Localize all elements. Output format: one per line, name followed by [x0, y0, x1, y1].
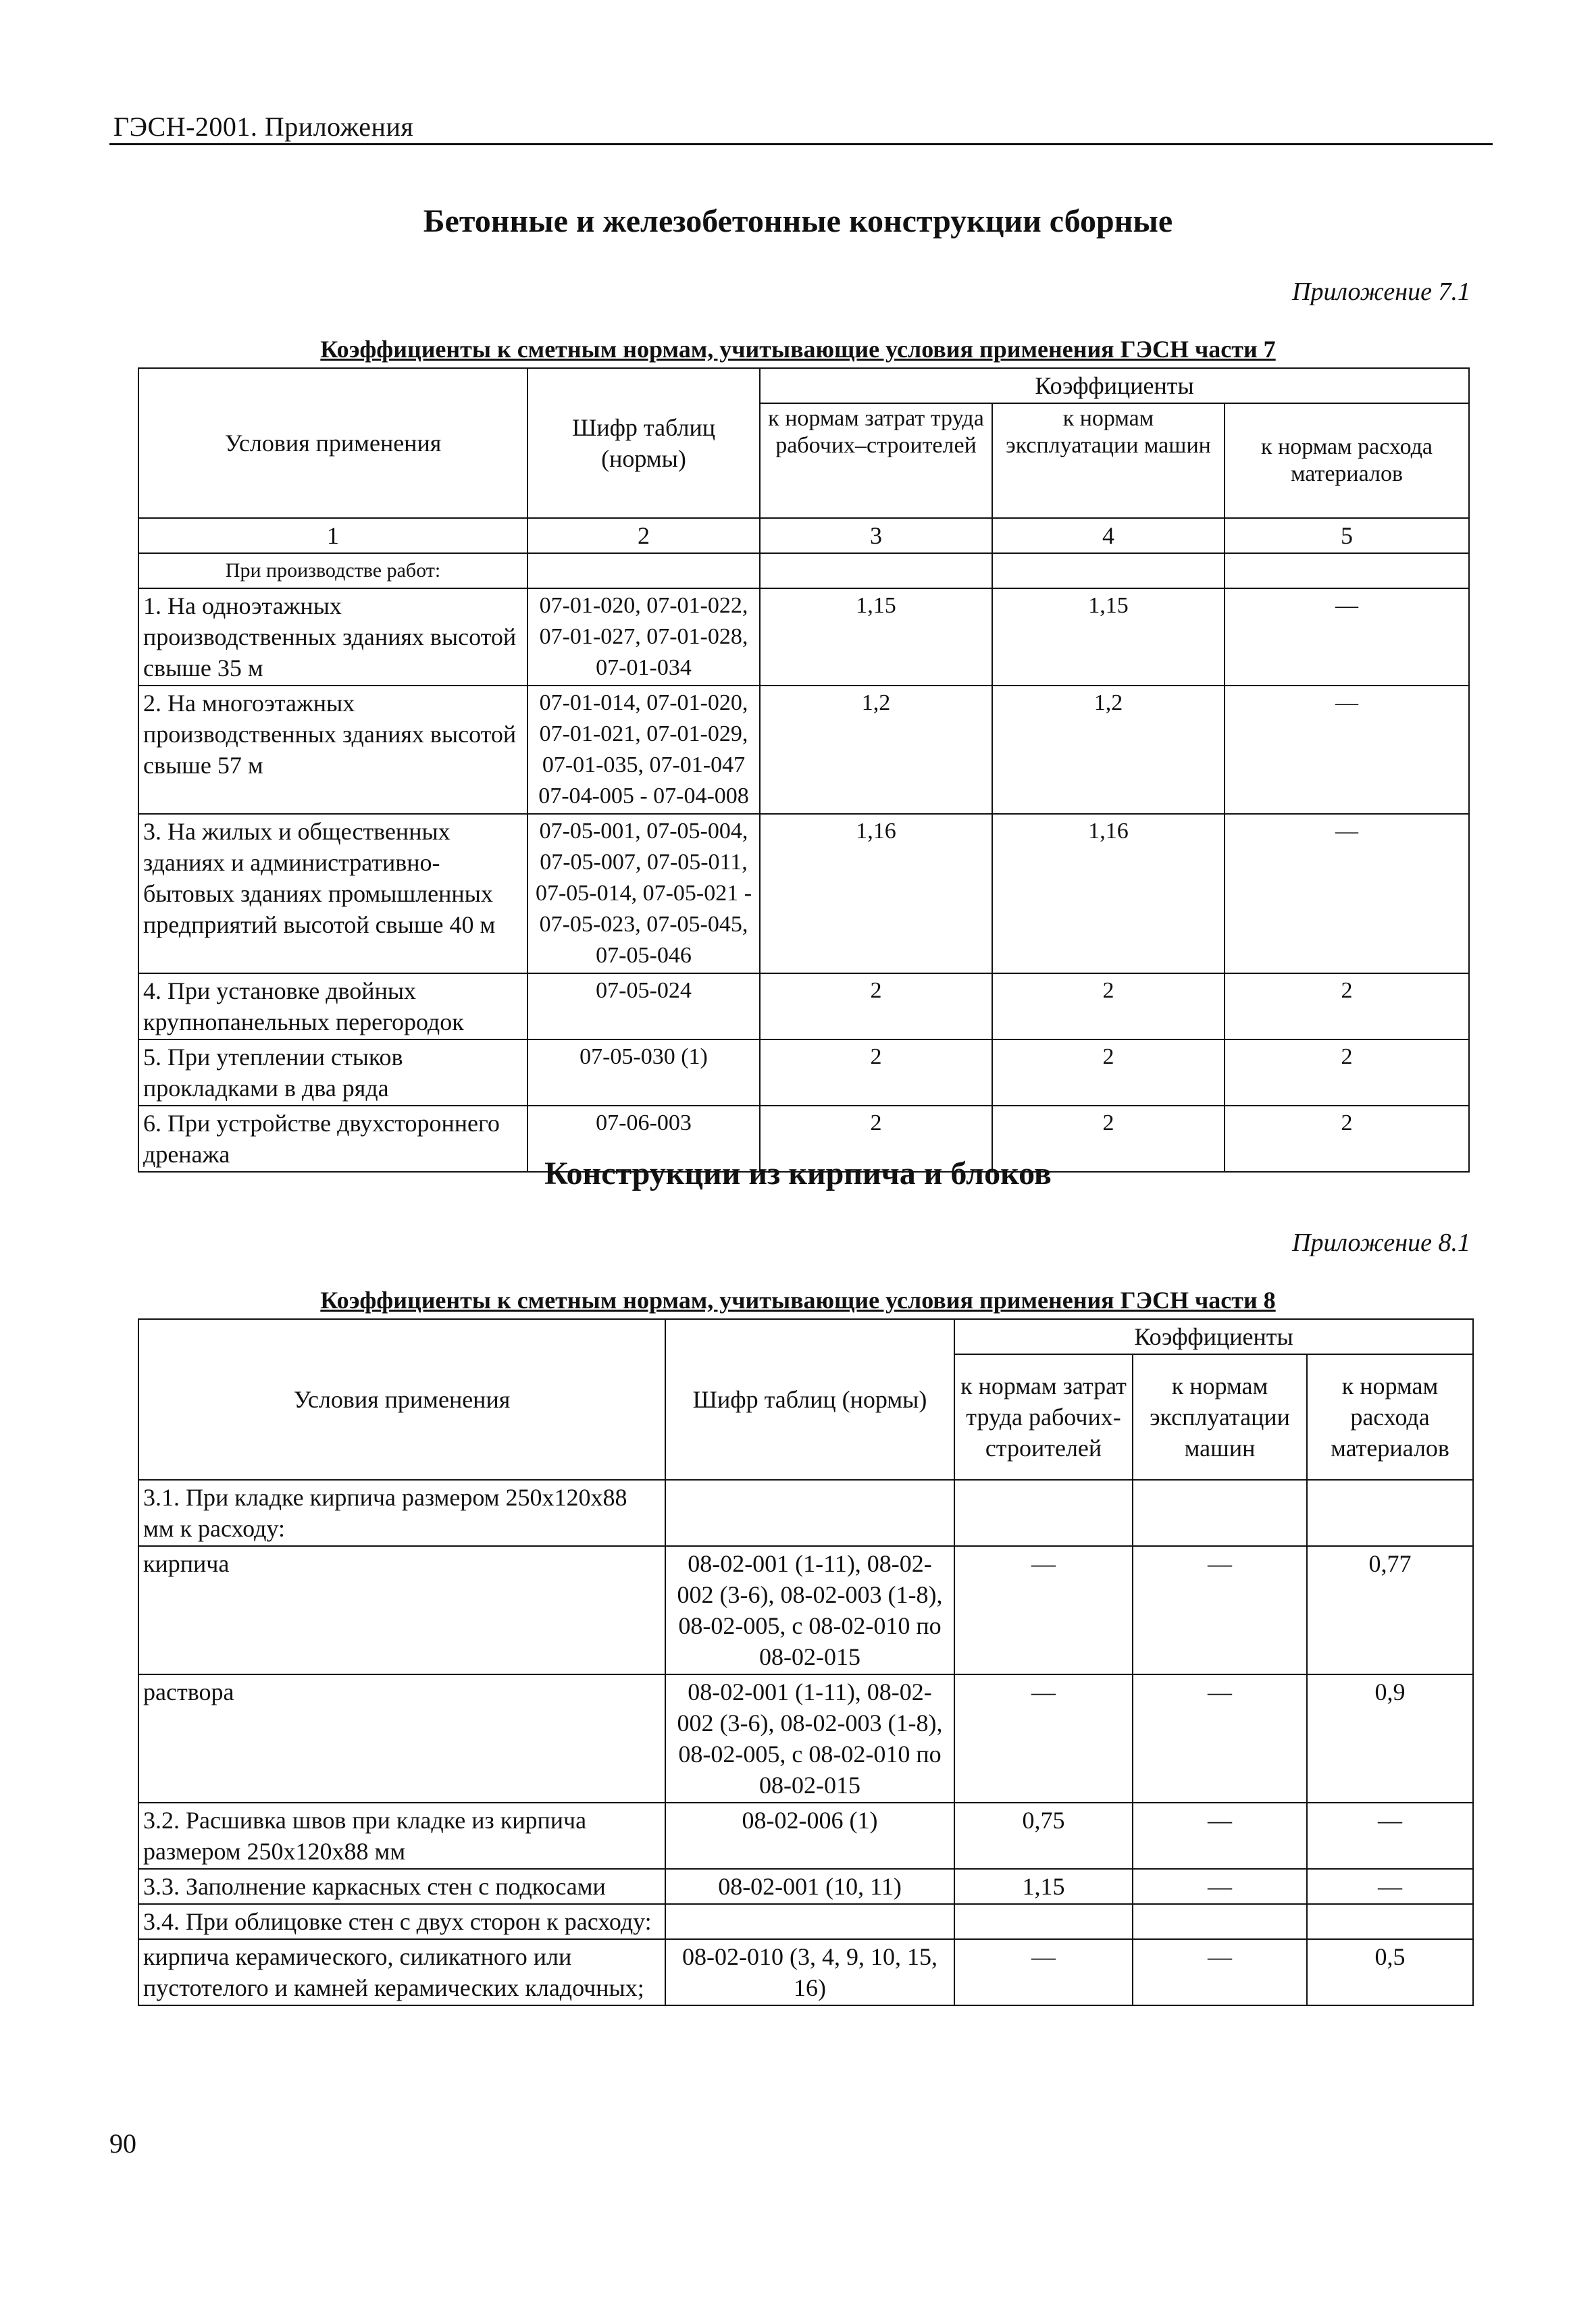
page-number: 90 — [109, 2128, 136, 2159]
code-cell: 07-01-020, 07-01-022, 07-01-027, 07-01-028, 07-01-034 — [527, 588, 760, 686]
table-row — [138, 1939, 1473, 2005]
materials-cell: 2 — [1225, 1039, 1469, 1106]
section-title-masonry: Конструкции из кирпича и блоков — [544, 1156, 1052, 1191]
code-cell: 07-05-024 — [527, 973, 760, 1039]
materials-cell: 0,5 — [1307, 1939, 1473, 2005]
machines-cell: 1,2 — [992, 686, 1225, 814]
labor-cell: 2 — [760, 973, 992, 1039]
header-coefficients: Коэффициенты — [760, 368, 1469, 403]
code-cell: 08-02-001 (1-11), 08-02-002 (3-6), 08-02-003 (1-8), 08-02-005, с 08-02-010 по 08-02-015 — [665, 1546, 954, 1674]
code-cell: 08-02-006 (1) — [665, 1803, 954, 1869]
table-row — [138, 686, 1469, 814]
empty-cell — [1225, 553, 1469, 588]
header-coefficients: Коэффициенты — [954, 1319, 1473, 1354]
column-number: 2 — [527, 518, 760, 553]
empty-cell — [760, 553, 992, 588]
machines-cell: — — [1133, 1546, 1307, 1674]
table-row — [138, 588, 1469, 686]
header-labor: к нормам затрат труда рабочих–строителей — [760, 403, 992, 518]
group-label-row — [138, 553, 1469, 588]
appendix-label-7-1: Приложение 7.1 — [1292, 278, 1470, 306]
code-cell — [665, 1480, 954, 1546]
header-conditions: Условия применения — [138, 1319, 665, 1480]
table-row — [138, 1674, 1473, 1803]
header-machines: к нормам эксплуатации машин — [992, 403, 1225, 518]
condition-cell: 3.2. Расшивка швов при кладке из кирпича размером 250x120x88 мм — [138, 1803, 665, 1869]
column-number: 3 — [760, 518, 992, 553]
code-cell: 07-05-030 (1) — [527, 1039, 760, 1106]
condition-cell: 3. На жилых и общественных зданиях и административно-бытовых зданиях промышленных предприятий высотой свыше 40 м — [138, 814, 527, 973]
table-row — [138, 973, 1469, 1039]
labor-cell: 1,16 — [760, 814, 992, 973]
condition-cell: 2. На многоэтажных производственных зданиях высотой свыше 57 м — [138, 686, 527, 814]
labor-cell: — — [954, 1546, 1133, 1674]
materials-cell: — — [1225, 686, 1469, 814]
header-conditions: Условия применения — [138, 368, 527, 518]
code-cell: 08-02-010 (3, 4, 9, 10, 15, 16) — [665, 1939, 954, 2005]
condition-cell: 6. При устройстве двухстороннего дренажа — [138, 1106, 527, 1172]
machines-cell — [1133, 1480, 1307, 1546]
code-cell: 07-06-003 — [527, 1106, 760, 1172]
machines-cell: 1,16 — [992, 814, 1225, 973]
condition-cell: кирпича — [138, 1546, 665, 1674]
table-row — [138, 1904, 1473, 1939]
labor-cell: 2 — [760, 1039, 992, 1106]
table-header-row — [138, 1319, 1473, 1354]
machines-cell — [1133, 1904, 1307, 1939]
machines-cell: 1,15 — [992, 588, 1225, 686]
column-number: 1 — [138, 518, 527, 553]
labor-cell: — — [954, 1939, 1133, 2005]
labor-cell: 0,75 — [954, 1803, 1133, 1869]
code-cell: 07-05-001, 07-05-004, 07-05-007, 07-05-011, 07-05-014, 07-05-021 - 07-05-023, 07-05-045, 07-05-046 — [527, 814, 760, 973]
table-row — [138, 1869, 1473, 1904]
empty-cell — [992, 553, 1225, 588]
header-labor: к нормам затрат труда рабочих-строителей — [954, 1354, 1133, 1480]
condition-cell: раствора — [138, 1674, 665, 1803]
column-number-row — [138, 518, 1469, 553]
labor-cell — [954, 1480, 1133, 1546]
machines-cell: — — [1133, 1939, 1307, 2005]
materials-cell: 2 — [1225, 973, 1469, 1039]
condition-cell: 5. При утеплении стыков прокладками в два ряда — [138, 1039, 527, 1106]
appendix-label-8-1: Приложение 8.1 — [1292, 1229, 1470, 1257]
machines-cell: — — [1133, 1674, 1307, 1803]
header-code: Шифр таблиц (нормы) — [527, 368, 760, 518]
condition-cell: кирпича керамического, силикатного или пустотелого и камней керамических кладочных; — [138, 1939, 665, 2005]
header-code: Шифр таблиц (нормы) — [665, 1319, 954, 1480]
materials-cell: 2 — [1225, 1106, 1469, 1172]
table-row — [138, 814, 1469, 973]
table-row — [138, 1803, 1473, 1869]
labor-cell: 1,15 — [760, 588, 992, 686]
header-materials: к нормам расхода материалов — [1225, 403, 1469, 518]
empty-cell — [527, 553, 760, 588]
column-number: 4 — [992, 518, 1225, 553]
condition-cell: 3.4. При облицовке стен с двух сторон к расходу: — [138, 1904, 665, 1939]
section-title-concrete: Бетонные и железобетонные конструкции сборные — [423, 203, 1173, 239]
materials-cell: 0,9 — [1307, 1674, 1473, 1803]
coefficients-table-part-8 — [138, 1318, 1474, 2006]
table-caption-part-7: Коэффициенты к сметным нормам, учитывающие условия применения ГЭСН части 7 — [320, 336, 1276, 363]
condition-cell: 4. При установке двойных крупнопанельных перегородок — [138, 973, 527, 1039]
machines-cell: 2 — [992, 1106, 1225, 1172]
header-machines: к нормам эксплуатации машин — [1133, 1354, 1307, 1480]
table-row — [138, 1039, 1469, 1106]
header-rule — [109, 143, 1493, 145]
machines-cell: — — [1133, 1869, 1307, 1904]
condition-cell: 3.1. При кладке кирпича размером 250x120x88 мм к расходу: — [138, 1480, 665, 1546]
materials-cell: 0,77 — [1307, 1546, 1473, 1674]
running-header: ГЭСН-2001. Приложения — [113, 111, 414, 142]
labor-cell — [954, 1904, 1133, 1939]
labor-cell: 1,15 — [954, 1869, 1133, 1904]
column-number: 5 — [1225, 518, 1469, 553]
code-cell: 08-02-001 (1-11), 08-02-002 (3-6), 08-02-003 (1-8), 08-02-005, с 08-02-010 по 08-02-015 — [665, 1674, 954, 1803]
materials-cell: — — [1307, 1803, 1473, 1869]
labor-cell: — — [954, 1674, 1133, 1803]
labor-cell: 2 — [760, 1106, 992, 1172]
materials-cell: — — [1225, 814, 1469, 973]
materials-cell — [1307, 1480, 1473, 1546]
table-row — [138, 1546, 1473, 1674]
machines-cell: — — [1133, 1803, 1307, 1869]
coefficients-table-part-7 — [138, 367, 1470, 1173]
table-header-row — [138, 368, 1469, 403]
materials-cell: — — [1307, 1869, 1473, 1904]
labor-cell: 1,2 — [760, 686, 992, 814]
materials-cell: — — [1225, 588, 1469, 686]
materials-cell — [1307, 1904, 1473, 1939]
machines-cell: 2 — [992, 1039, 1225, 1106]
code-cell: 07-01-014, 07-01-020, 07-01-021, 07-01-029, 07-01-035, 07-01-047 07-04-005 - 07-04-008 — [527, 686, 760, 814]
group-label: При производстве работ: — [138, 553, 527, 588]
header-materials: к нормам расхода материалов — [1307, 1354, 1473, 1480]
table-row — [138, 1480, 1473, 1546]
table-caption-part-8: Коэффициенты к сметным нормам, учитывающие условия применения ГЭСН части 8 — [320, 1287, 1276, 1314]
condition-cell: 1. На одноэтажных производственных зданиях высотой свыше 35 м — [138, 588, 527, 686]
code-cell: 08-02-001 (10, 11) — [665, 1869, 954, 1904]
machines-cell: 2 — [992, 973, 1225, 1039]
code-cell — [665, 1904, 954, 1939]
condition-cell: 3.3. Заполнение каркасных стен с подкосами — [138, 1869, 665, 1904]
